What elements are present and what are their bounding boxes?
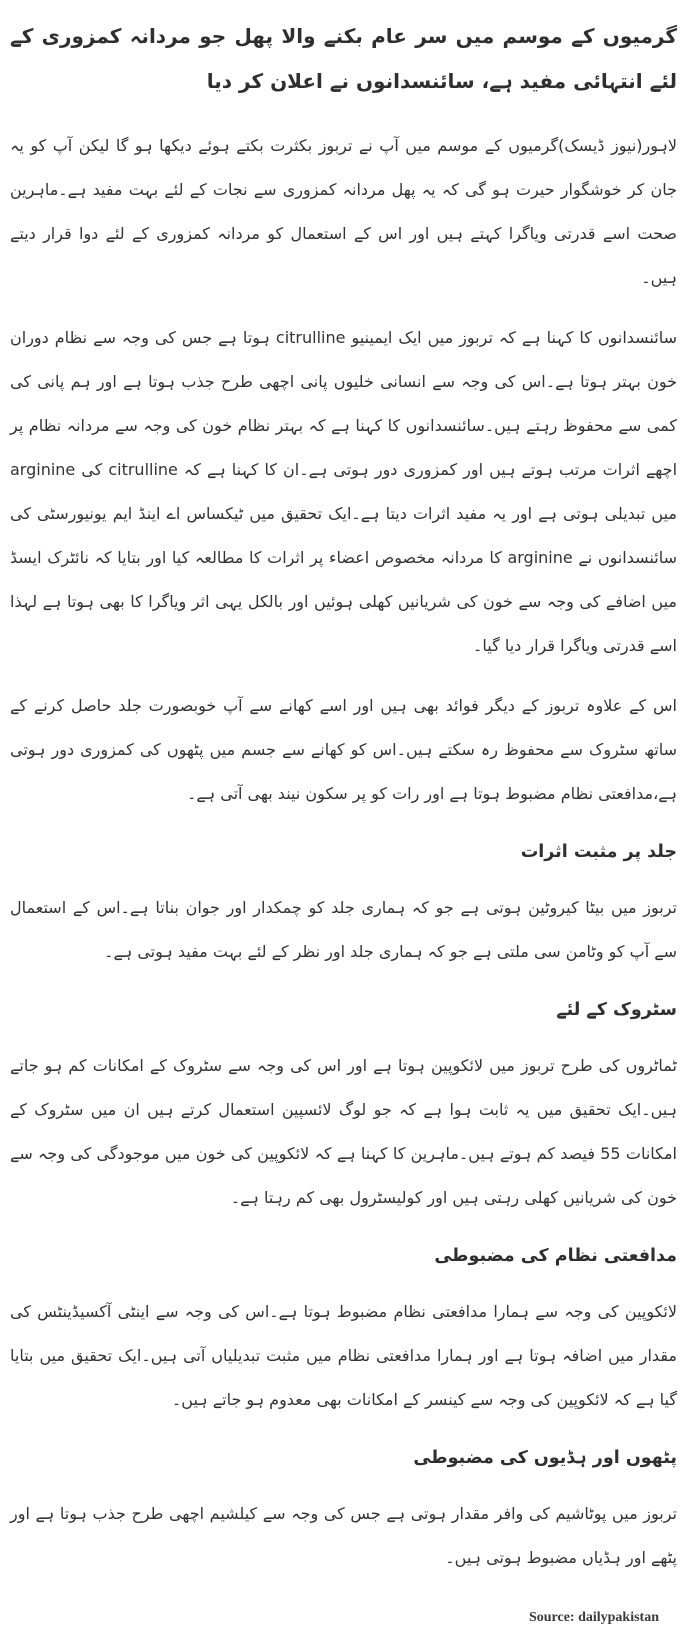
section-heading-immune-system: مدافعتی نظام کی مضبوطی [434, 1246, 677, 1266]
source-attribution: Source: dailypakistan [528, 1610, 659, 1625]
article-title: گرمیوں کے موسم میں سر عام بکنے والا پھل جو مردانہ کمزوری کے لئے انتہائی مفید ہے، سائنسدانوں نے اعلان کر دیا [10, 24, 677, 93]
intro-paragraph-1: لاہور(نیوز ڈیسک)گرمیوں کے موسم میں آپ نے تربوز بکثرت بکتے ہوئے دیکھا ہو گا لیکن آپ کو یہ جان کر خوشگوار حیرت ہو گی کہ یہ پھل مردانہ کمزوری سے نجات کے لئے بہت مفید ہے۔ماہرین صحت اسے قدرتی ویاگرا کہتے ہیں اور اس کے استعمال کو مردانہ کمزوری کے لئے دوا قرار دیتے ہیں۔ [10, 136, 677, 287]
section-paragraph-muscles-bones: تربوز میں پوٹاشیم کی وافر مقدار ہوتی ہے جس کی وجہ سے کیلشیم اچھی طرح جذب ہوتا ہے اور پٹھے اور ہڈیاں مضبوط ہوتی ہیں۔ [10, 1504, 677, 1567]
intro-paragraph-3: اس کے علاوہ تربوز کے دیگر فوائد بھی ہیں اور اسے کھانے سے آپ خوبصورت جلد حاصل کرنے کے ساتھ سٹروک سے محفوظ رہ سکتے ہیں۔اس کو کھانے سے جسم میں پٹھوں کی کمزوری دور ہوتی ہے،مدافعتی نظام مضبوط ہوتا ہے اور رات کو پر سکون نیند بھی آتی ہے۔ [10, 696, 677, 803]
section-heading-skin-effects: جلد پر مثبت اثرات [520, 842, 677, 862]
intro-paragraph-2: سائنسدانوں کا کہنا ہے کہ تربوز میں ایک ایمینیو citrulline ہوتا ہے جس کی وجہ سے نظام دوران خون بہتر ہوتا ہے۔اس کی وجہ سے انسانی خلیوں پانی اچھی طرح جذب ہوتا ہے اور ہم پانی کی کمی سے محفوظ رہتے ہیں۔سائنسدانوں کا کہنا ہے کہ بہتر نظام خون کی وجہ سے مردانہ نظام پر اچھے اثرات مرتب ہوتے ہیں اور کمزوری دور ہوتی ہے۔ان کا کہنا ہے کہ citrulline کی arginine میں تبدیلی ہوتی ہے اور یہ مفید اثرات دیتا ہے۔ایک تحقیق میں ٹیکساس اے اینڈ ایم یونیورسٹی کی سائنسدانوں نے arginine کا مردانہ مخصوص اعضاء پر اثرات کا مطالعہ کیا اور بتایا کہ نائٹرک ایسڈ میں اضافے کی وجہ سے خون کی شریانیں کھلی ہوئیں اور بالکل یہی اثر ویاگرا کا بھی ہوتا ہے لہذا اسے قدرتی ویاگرا قرار دیا گیا۔ [10, 328, 678, 655]
section-heading-muscles-bones: پٹھوں اور ہڈیوں کی مضبوطی [413, 1448, 677, 1468]
section-paragraph-immune-system: لائکوپین کی وجہ سے ہمارا مدافعتی نظام مضبوط ہوتا ہے۔اس کی وجہ سے اینٹی آکسیڈینٹس کی مقدار میں اضافہ ہوتا ہے اور ہمارا مدافعتی نظام میں مثبت تبدیلیاں آتی ہیں۔ایک تحقیق میں بتایا گیا ہے کہ لائکوپین کی وجہ سے کینسر کے امکانات بھی معدوم ہو جاتے ہیں۔ [10, 1302, 677, 1409]
section-heading-stroke: سٹروک کے لئے [556, 1000, 677, 1020]
section-paragraph-skin-effects: تربوز میں بیٹا کیروٹین ہوتی ہے جو کہ ہماری جلد کو چمکدار اور جوان بناتا ہے۔اس کے استعمال سے آپ کو وٹامن سی ملتی ہے جو کہ ہماری جلد اور نظر کے لئے بہت مفید ہوتی ہے۔ [10, 898, 677, 961]
section-paragraph-stroke: ٹماٹروں کی طرح تربوز میں لائکوپین ہوتا ہے اور اس کی وجہ سے سٹروک کے امکانات کم ہو جاتے ہیں۔ایک تحقیق میں یہ ثابت ہوا ہے کہ جو لوگ لائسپین استعمال کرتے ہیں ان میں سٹروک کے امکانات 55 فیصد کم ہوتے ہیں۔ماہرین کا کہنا ہے کہ لائکوپین کی خون میں موجودگی کی وجہ سے خون کی شریانیں کھلی رہتی ہیں اور کولیسٹرول بھی کم رہتا ہے۔ [10, 1056, 678, 1207]
